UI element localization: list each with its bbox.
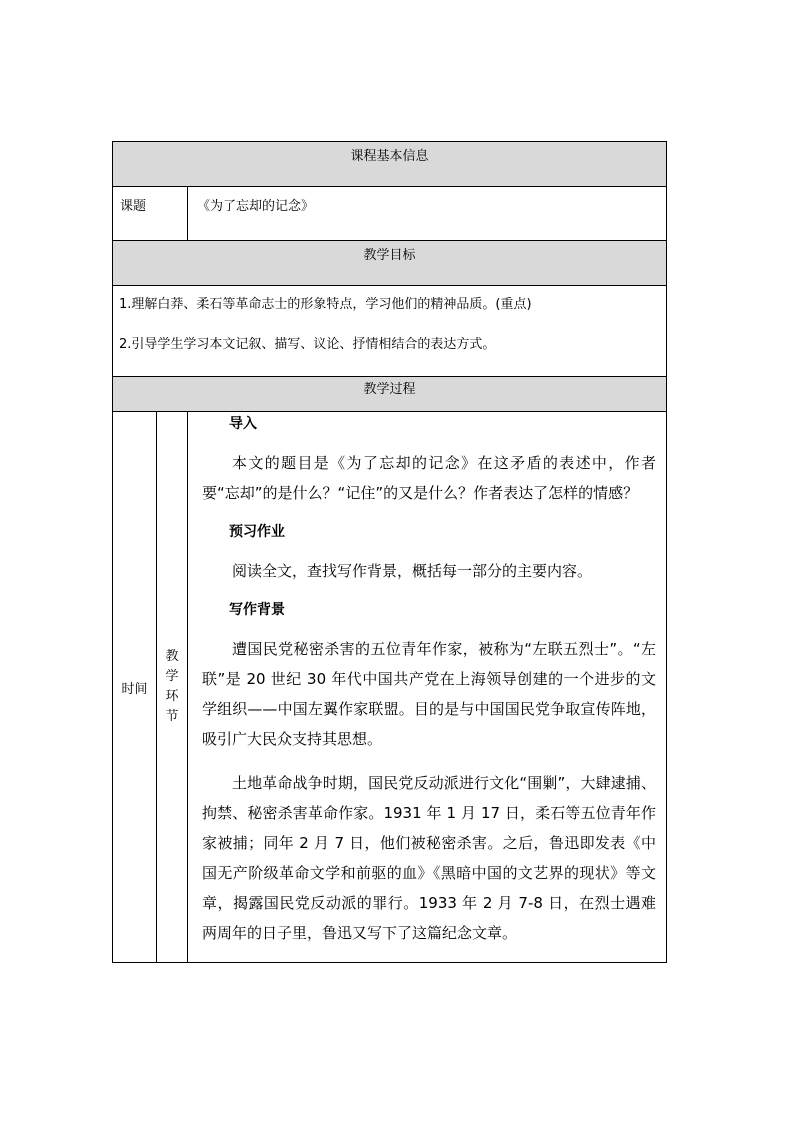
- intro-text: 本文的题目是《为了忘却的记念》在这矛盾的表述中，作者要“忘却”的是什么？“记住”的又是什么？作者表达了怎样的情感？: [202, 454, 657, 502]
- section-goals: 教学目标: [113, 241, 667, 286]
- goal-item-2: 2.引导学生学习本文记叙、描写、议论、抒情相结合的表达方式。: [119, 337, 496, 352]
- preview-text: 阅读全文，查找写作背景，概括每一部分的主要内容。: [232, 562, 593, 580]
- intro-heading: 导入: [229, 416, 257, 432]
- lesson-plan-document: [112, 141, 666, 963]
- topic-label: 课题: [113, 187, 188, 241]
- topic-value: 《为了忘却的记念》: [188, 187, 667, 241]
- section-process: 教学过程: [113, 377, 667, 412]
- background-heading: 写作背景: [229, 602, 285, 618]
- stage-label: 教学环节: [165, 649, 179, 724]
- process-content: [188, 412, 667, 963]
- time-label: 时间: [121, 681, 148, 697]
- background-paragraph-2: 土地革命战争时期，国民党反动派进行文化“围剿”，大肆逮捕、拘禁、秘密杀害革命作家。1931 年 1 月 17 日，柔石等五位青年作家被捕；同年 2 月 7 日，他们被秘密杀害。之后，鲁迅即发表《中国无产阶级革命文学和前驱的血》《黑暗中国的文艺界的现状》等文章，揭露国民党反动派的罪行。1933 年 2 月 7-8 日，在烈士遇难两周年的日子里，鲁迅又写下了这篇纪念文章。: [202, 774, 657, 942]
- time-column-label: [113, 412, 157, 963]
- goals-cell: [113, 286, 667, 377]
- preview-heading: 预习作业: [229, 524, 285, 540]
- background-paragraph-1: 遭国民党秘密杀害的五位青年作家，被称为“左联五烈士”。“左联”是 20 世纪 30 年代中国共产党在上海领导创建的一个进步的文学组织——中国左翼作家联盟。目的是与中国国民党争取宣传阵地，吸引广大民众支持其思想。: [202, 640, 657, 748]
- section-basic-info: 课程基本信息: [113, 142, 667, 187]
- lesson-table: [112, 141, 667, 963]
- stage-column-label: [157, 412, 188, 963]
- goal-item-1: 1.理解白莽、柔石等革命志士的形象特点，学习他们的精神品质。(重点): [119, 297, 532, 312]
